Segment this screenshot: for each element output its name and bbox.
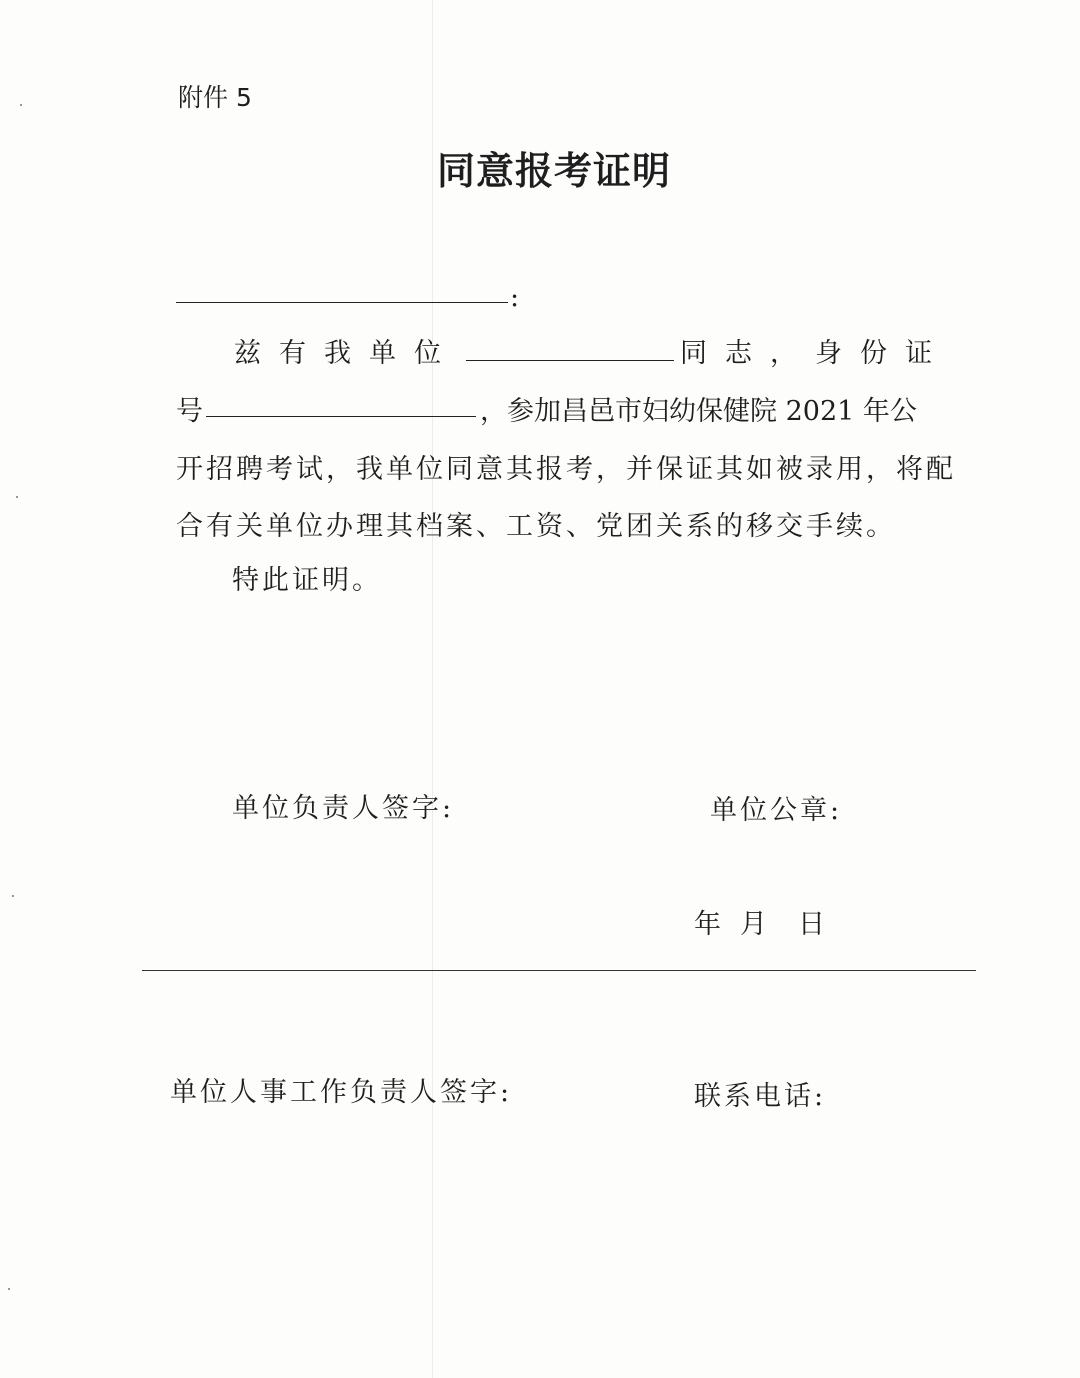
document-title: 同意报考证明 — [436, 148, 671, 193]
comrade-name-blank[interactable] — [466, 360, 674, 361]
date-month: 月 — [740, 909, 767, 940]
section-divider — [142, 970, 976, 971]
hr-head-signature-label: 单位人事工作负责人签字: — [170, 1077, 513, 1108]
unit-seal-label: 单位公章: — [710, 795, 843, 826]
closing-statement: 特此证明。 — [232, 565, 382, 596]
addressee-blank[interactable] — [176, 302, 508, 303]
body-line2-end: ，参加昌邑市妇幼保健院 2021 年公 — [480, 396, 917, 427]
scan-speck — [12, 895, 14, 897]
body-line1-start: 兹有我单位 — [234, 338, 459, 369]
scan-speck — [16, 496, 18, 498]
body-line2-start: 号 — [176, 396, 203, 427]
body-line3: 开招聘考试，我单位同意其报考，并保证其如被录用，将配 — [176, 454, 956, 485]
date-year: 年 — [694, 909, 721, 940]
date-day: 日 — [798, 909, 825, 940]
contact-phone-label: 联系电话: — [694, 1081, 827, 1112]
id-number-blank[interactable] — [206, 416, 476, 417]
addressee-colon: : — [510, 282, 520, 313]
body-line4: 合有关单位办理其档案、工资、党团关系的移交手续。 — [176, 511, 896, 542]
paper-fold-crease — [432, 0, 433, 1378]
scan-speck — [8, 1288, 10, 1290]
scan-speck — [20, 104, 22, 106]
body-line1-end: 同志，身份证 — [680, 338, 950, 369]
attachment-label: 附件 5 — [178, 83, 252, 112]
unit-head-signature-label: 单位负责人签字: — [232, 793, 455, 824]
